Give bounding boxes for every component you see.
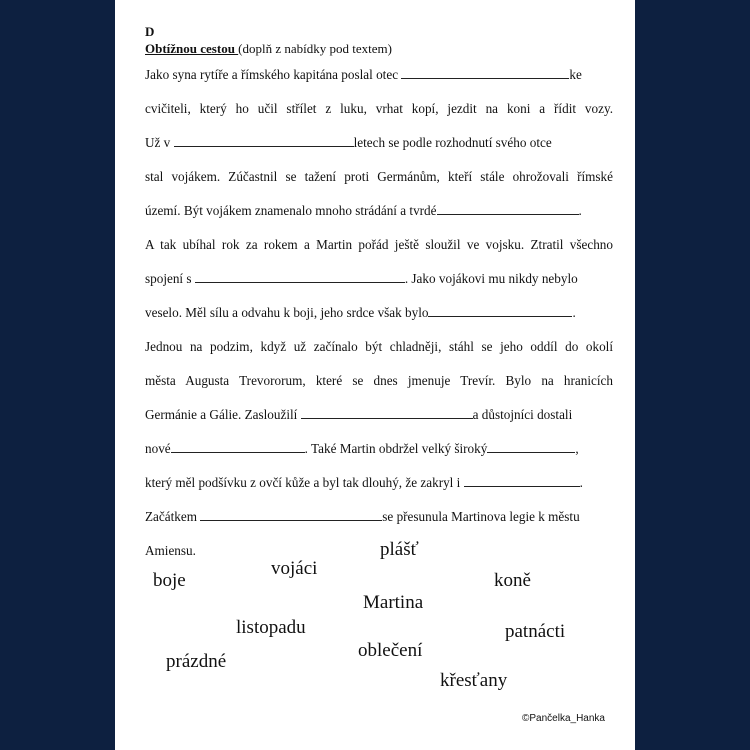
- blank-2[interactable]: [174, 135, 354, 147]
- blank-1[interactable]: [401, 67, 569, 79]
- word-bank-item[interactable]: patnácti: [505, 621, 566, 642]
- blank-7[interactable]: [171, 441, 305, 453]
- text-line-6: A tak ubíhal rok za rokem a Martin pořád ještě sloužil ve vojsku. Ztratil všechno: [145, 237, 613, 252]
- worksheet-page: [115, 0, 635, 750]
- text-line-9: Jednou na podzim, když už začínalo být chladněji, stáhl se jeho oddíl do okolí: [145, 339, 613, 354]
- blank-10[interactable]: [200, 509, 382, 521]
- text-line-15: Amiensu.: [145, 543, 196, 558]
- text-line-2: cvičiteli, který ho učil střílet z luku, vrhat kopí, jezdit na koni a řídit vozy.: [145, 101, 613, 116]
- text-line-10: města Augusta Trevororum, které se dnes jmenuje Trevír. Bylo na hranicích: [145, 373, 613, 388]
- word-bank-item[interactable]: plášť: [380, 539, 419, 560]
- word-bank-item[interactable]: oblečení: [358, 640, 423, 661]
- blank-8[interactable]: [487, 441, 575, 453]
- exercise-heading: [145, 41, 392, 57]
- blank-9[interactable]: [464, 475, 580, 487]
- blank-5[interactable]: [428, 305, 572, 317]
- text-line-12: nové . Také Martin obdržel velký široký ,: [145, 441, 579, 456]
- exercise-instruction: (doplň z nabídky pod textem): [238, 41, 392, 56]
- text-line-3: Už v letech se podle rozhodnutí svého otce: [145, 135, 552, 150]
- text-line-7: spojení s . Jako vojákovi mu nikdy nebylo: [145, 271, 578, 286]
- word-bank-item[interactable]: Martina: [363, 592, 424, 613]
- section-letter: D: [145, 24, 155, 39]
- blank-4[interactable]: [195, 271, 405, 283]
- copyright-note: ©Pančelka_Hanka: [522, 713, 605, 724]
- text-line-8: veselo. Měl sílu a odvahu k boji, jeho srdce však bylo .: [145, 305, 576, 320]
- word-bank-item[interactable]: listopadu: [236, 617, 306, 638]
- word-bank-item[interactable]: koně: [494, 570, 531, 591]
- word-bank-item[interactable]: vojáci: [271, 558, 318, 579]
- word-bank-item[interactable]: křesťany: [440, 670, 508, 691]
- word-bank-item[interactable]: prázdné: [166, 651, 227, 672]
- text-line-11: Germánie a Gálie. Zasloužilí a důstojníci dostali: [145, 407, 573, 422]
- text-line-14: Začátkem se přesunula Martinova legie k městu: [145, 509, 580, 524]
- word-bank-item[interactable]: boje: [153, 570, 186, 591]
- text-line-1: Jako syna rytíře a římského kapitána poslal otec ke: [145, 67, 582, 82]
- text-line-5: území. Být vojákem znamenalo mnoho strádání a tvrdé .: [145, 203, 582, 218]
- text-line-13: který měl podšívku z ovčí kůže a byl tak dlouhý, že zakryl i .: [145, 475, 583, 490]
- exercise-title: Obtížnou cestou: [145, 41, 239, 56]
- text-line-4: stal vojákem. Zúčastnil se tažení proti Germánům, kteří stále ohrožovali římské: [145, 169, 613, 184]
- blank-3[interactable]: [437, 203, 579, 215]
- blank-6[interactable]: [301, 407, 473, 419]
